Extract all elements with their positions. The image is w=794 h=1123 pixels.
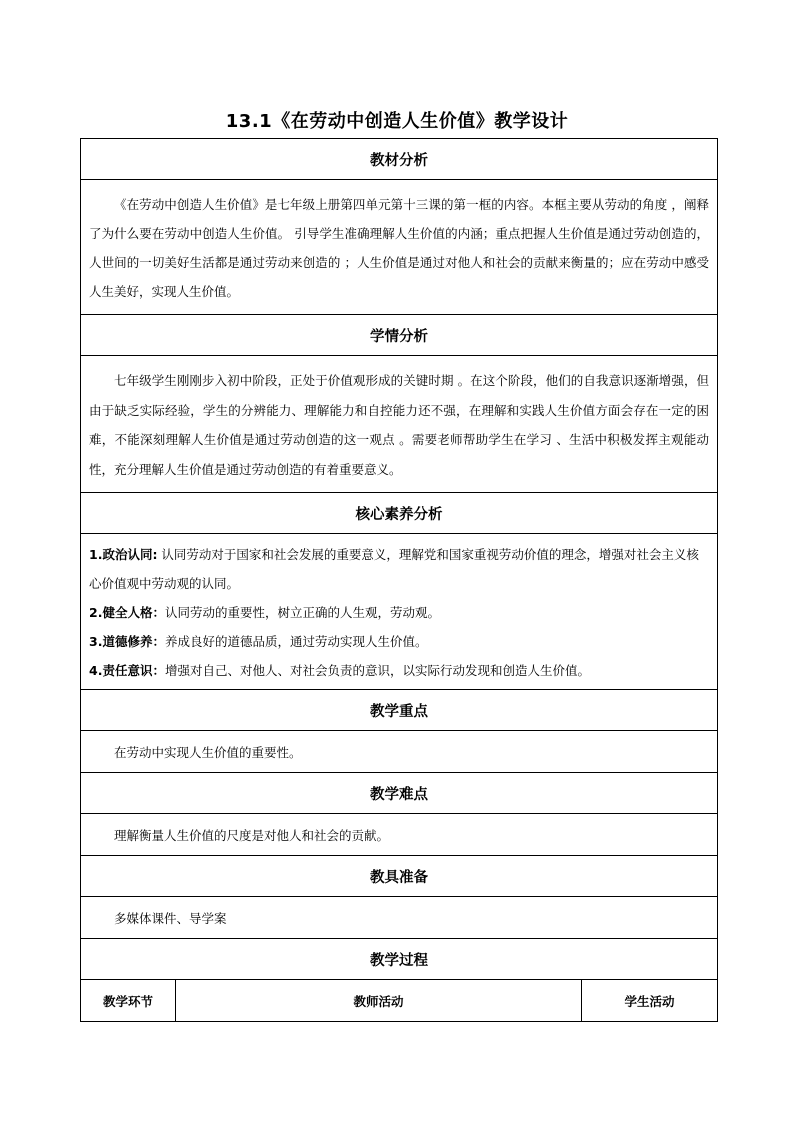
core-item-responsibility bbox=[89, 656, 709, 685]
student-analysis-text: 七年级学生刚刚步入初中阶段，正处于价值观形成的关键时期 。在这个阶段，他们的自我意识逐渐增强，但由于缺乏实际经验，学生的分辨能力、理解能力和自控能力还不强，在理解和实践人生价值方面会存在一定的困难，不能深刻理解人生价值是通过劳动创造的这一观点 。需要老师帮助学生在学习 、生活中积极发挥主观能动性，充分理解人生价值是通过劳动创造的有着重要意义。 bbox=[81, 356, 718, 493]
section-heading-process: 教学过程 bbox=[81, 939, 718, 980]
core-literacy-list bbox=[81, 534, 718, 690]
core-item-political bbox=[89, 540, 709, 598]
core-item-text: 增强对自己、对他人、对社会负责的意识，以实际行动发现和创造人生价值。 bbox=[164, 663, 590, 678]
core-item-label: 2.健全人格： bbox=[89, 605, 165, 620]
core-item-personality bbox=[89, 598, 709, 627]
column-header-student: 学生活动 bbox=[582, 980, 718, 1022]
section-heading-students: 学情分析 bbox=[81, 315, 718, 356]
section-heading-core-literacy: 核心素养分析 bbox=[81, 493, 718, 534]
column-header-teacher: 教师活动 bbox=[176, 980, 582, 1022]
key-point-text: 在劳动中实现人生价值的重要性。 bbox=[81, 731, 718, 773]
column-header-stage: 教学环节 bbox=[81, 980, 176, 1022]
section-heading-difficulty: 教学难点 bbox=[81, 773, 718, 814]
core-item-text: 认同劳动的重要性，树立正确的人生观，劳动观。 bbox=[164, 605, 440, 620]
materials-text: 多媒体课件、导学案 bbox=[81, 897, 718, 939]
lesson-plan-table bbox=[80, 138, 718, 1022]
difficulty-text: 理解衡量人生价值的尺度是对他人和社会的贡献。 bbox=[81, 814, 718, 856]
core-item-morality bbox=[89, 627, 709, 656]
section-heading-key-point: 教学重点 bbox=[81, 690, 718, 731]
core-item-label: 1.政治认同: bbox=[89, 547, 158, 562]
section-heading-materials: 教具准备 bbox=[81, 856, 718, 897]
section-heading-textbook: 教材分析 bbox=[81, 139, 718, 180]
core-item-text: 养成良好的道德品质，通过劳动实现人生价值。 bbox=[164, 634, 428, 649]
core-item-label: 3.道德修养： bbox=[89, 634, 165, 649]
core-item-text: 认同劳动对于国家和社会发展的重要意义，理解党和国家重视劳动价值的理念，增强对社会主义核心价值观中劳动观的认同。 bbox=[89, 547, 699, 591]
textbook-analysis-text: 《在劳动中创造人生价值》是七年级上册第四单元第十三课的第一框的内容。本框主要从劳动的角度 ，阐释了为什么要在劳动中创造人生价值。 引导学生准确理解人生价值的内涵；重点把握人生价值是通过劳动创造的，人世间的一切美好生活都是通过劳动来创造的 ；人生价值是通过对他人和社会的贡献来衡量的；应在劳动中感受人生美好，实现人生价值。 bbox=[81, 180, 718, 315]
document-title: 13.1《在劳动中创造人生价值》教学设计 bbox=[225, 111, 569, 132]
core-item-label: 4.责任意识： bbox=[89, 663, 165, 678]
